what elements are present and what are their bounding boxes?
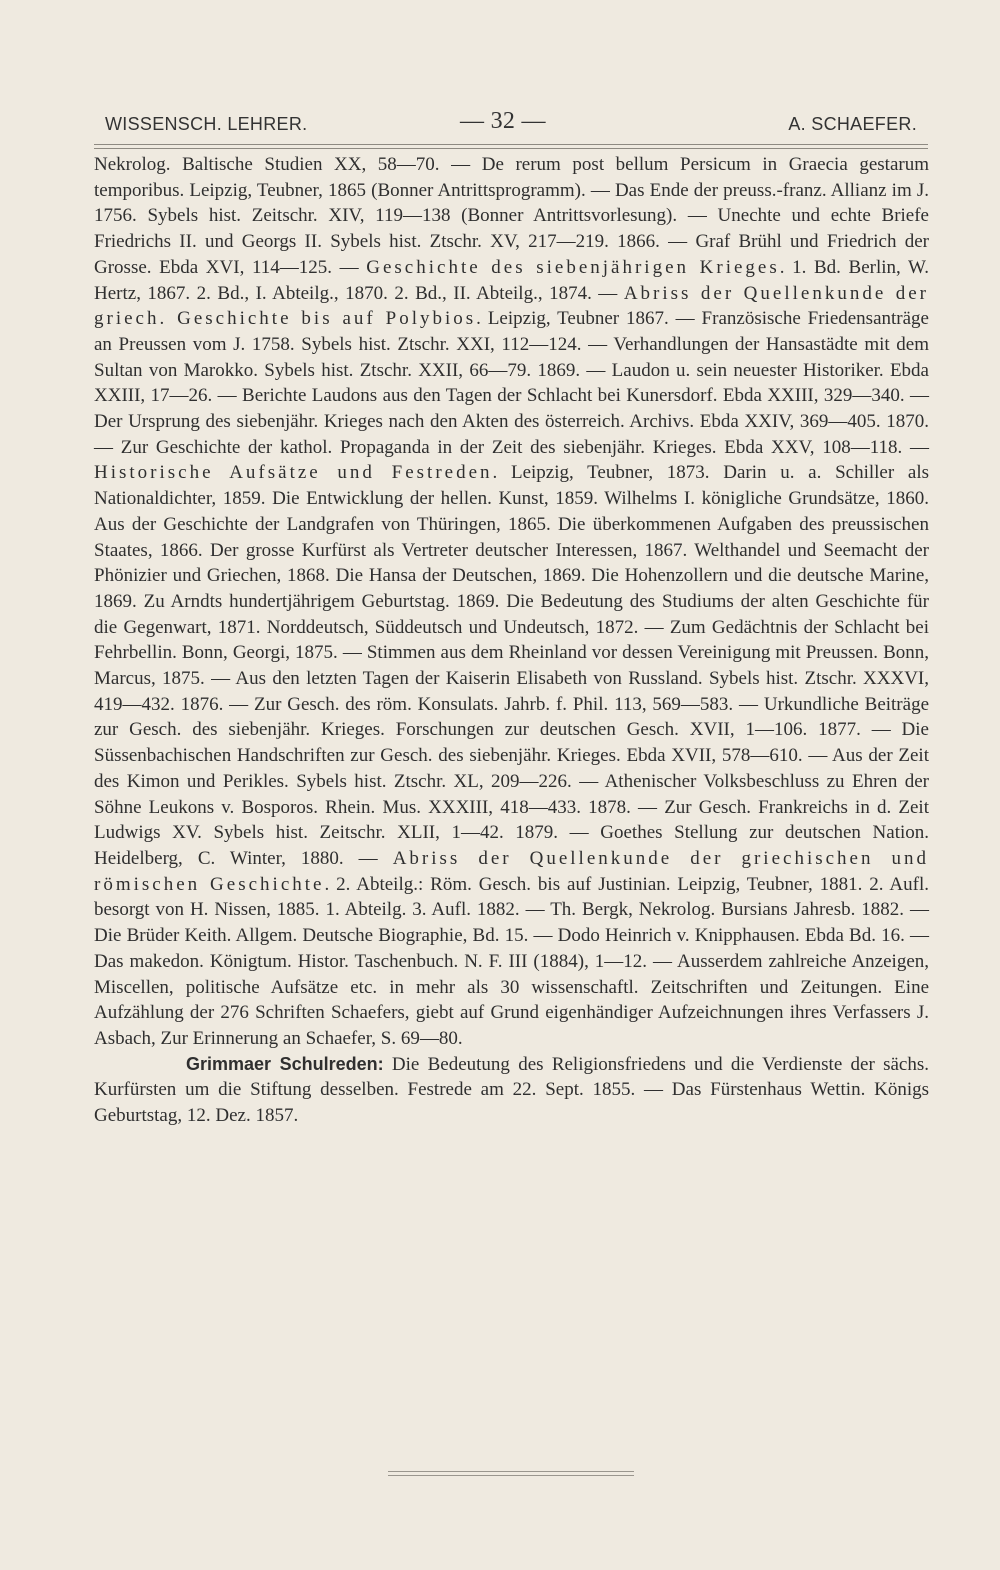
header-rule bbox=[94, 144, 928, 149]
footer-rule bbox=[388, 1471, 634, 1476]
running-header bbox=[105, 108, 917, 142]
spaced-title: Historische Aufsätze und Festreden bbox=[94, 462, 493, 484]
text-run: . 1. Bd. Berlin, W. Hertz, 1867. 2. Bd., I. Abteilg., 1870. 2. Bd., II. Abteilg., 1874. — bbox=[94, 256, 929, 304]
text-run: Die Bedeutung des Religionsfriedens und die Verdienste der sächs. Kurfürsten um die Stiftung desselben. Festrede am 22. Sept. 1855. — Das Fürstenhaus Wettin. Königs Geburtstag, 12. Dez. 1857. bbox=[94, 1053, 930, 1127]
text-run: . 2. Abteilg.: Röm. Gesch. bis auf Justinian. Leipzig, Teubner, 1881. 2. Aufl. besorgt von H. Nissen, 1885. 1. Abteilg. 3. Aufl. 1882. — Th. Bergk, Nekrolog. Bursians Jahresb. 1882. — Die Brüder Keith. Allgem. Deutsche Biographie, Bd. 15. — Dodo Heinrich v. Knipphausen. Ebda Bd. 16. — Das makedon. Königtum. Histor. Taschenbuch. N. F. III (1884), 1—12. — Ausserdem zahlreiche Anzeigen, Miscellen, politische Aufsätze etc. in mehr als 30 wissenschaftl. Zeitschriften und Zeitungen. Eine Aufzählung der 276 Schriften Schaefers, giebt auf Grund eigenhändiger Aufzeichnungen ihres Verfassers J. Asbach, Zur Erinnerung an Schaefer, S. 69—80. bbox=[94, 873, 929, 1049]
bibliography-paragraph bbox=[94, 152, 929, 1052]
spaced-title: Geschichte des siebenjährigen Krieges bbox=[366, 256, 780, 278]
body-text bbox=[94, 152, 929, 1129]
section-heading: Grimmaer Schulreden: bbox=[186, 1053, 384, 1074]
text-run: Nekrolog. Baltische Studien XX, 58—70. — De rerum post bellum Persicum in Graecia gestarum temporibus. Leipzig, Teubner, 1865 (Bonner Antrittsprogramm). — Das Ende der preuss.-franz. Allianz im J. 1756. Sybels hist. Zeitschr. XIV, 119—138 (Bonner Antrittsvorlesung). — Unechte und echte Briefe Friedrichs II. und Georgs II. Sybels hist. Ztschr. XV, 217—219. 1866. — Graf Brühl und Friedrich der Grosse. Ebda XVI, 114—125. — bbox=[94, 154, 929, 278]
school-speeches-paragraph bbox=[94, 1052, 929, 1129]
header-right: A. SCHAEFER. bbox=[788, 114, 917, 134]
spaced-title: Abriss der Quellenkunde der griechischen und römischen Geschichte bbox=[94, 847, 929, 895]
page-number: — 32 — bbox=[460, 108, 546, 134]
text-run: . Leipzig, Teubner, 1873. Darin u. a. Schiller als Nationaldichter, 1859. Die Entwicklung der hellen. Kunst, 1859. Wilhelms I. königliche Grundsätze, 1860. Aus der Geschichte der Landgrafen von Thüringen, 1865. Die überkommenen Aufgaben des preussischen Staates, 1866. Der grosse Kurfürst als Vertreter deutscher Interessen, 1867. Welthandel und Seemacht der Phönizier und Griechen, 1868. Die Hansa der Deutschen, 1869. Die Hohenzollern und die deutsche Marine, 1869. Zu Arndts hundertjährigem Geburtstag. 1869. Die Bedeutung des Studiums der alten Geschichte für die Gegenwart, 1871. Norddeutsch, Süddeutsch und Undeutsch, 1872. — Zum Gedächtnis der Schlacht bei Fehrbellin. Bonn, Georgi, 1875. — Stimmen aus dem Rheinland vor dessen Vereinigung mit Preussen. Bonn, Marcus, 1875. — Aus den letzten Tagen der Kaiserin Elisabeth von Russland. Sybels hist. Ztschr. XXXVI, 419—432. 1876. — Zur Gesch. des röm. Konsulats. Jahrb. f. Phil. 113, 569—583. — Urkundliche Beiträge zur Gesch. des siebenjähr. Krieges. Forschungen zur deutschen Gesch. XVII, 1—106. 1877. — Die Süssenbachischen Handschriften zur Gesch. des siebenjähr. Krieges. Ebda XVII, 578—610. — Aus der Zeit des Kimon und Perikles. Sybels hist. Ztschr. XL, 209—226. — Athenischer Volksbeschluss zu Ehren der Söhne Leukons v. Bosporos. Rhein. Mus. XXXIII, 418—433. 1878. — Zur Gesch. Frankreichs in d. Zeit Ludwigs XV. Sybels hist. Zeitschr. XLII, 1—42. 1879. — Goethes Stellung zur deutschen Nation. Heidelberg, C. Winter, 1880. — bbox=[94, 462, 929, 869]
header-left: WISSENSCH. LEHRER. bbox=[105, 114, 308, 134]
spaced-title: Abriss der Quellenkunde der griech. Geschichte bis auf Polybios bbox=[94, 282, 930, 330]
text-run: . Leipzig, Teubner 1867. — Französische Friedensanträge an Preussen vom J. 1758. Sybels hist. Ztschr. XXI, 112—124. — Verhandlungen der Hansastädte mit dem Sultan von Marokko. Sybels hist. Ztschr. XXII, 66—79. 1869. — Laudon u. sein neuester Historiker. Ebda XXIII, 17—26. — Berichte Laudons aus den Tagen der Schlacht bei Kunersdorf. Ebda XXIII, 329—340. — Der Ursprung des siebenjähr. Krieges nach den Akten des österreich. Archivs. Ebda XXIV, 369—405. 1870. — Zur Geschichte der kathol. Propaganda in der Zeit des siebenjähr. Krieges. Ebda XXV, 108—118. — bbox=[94, 308, 929, 458]
